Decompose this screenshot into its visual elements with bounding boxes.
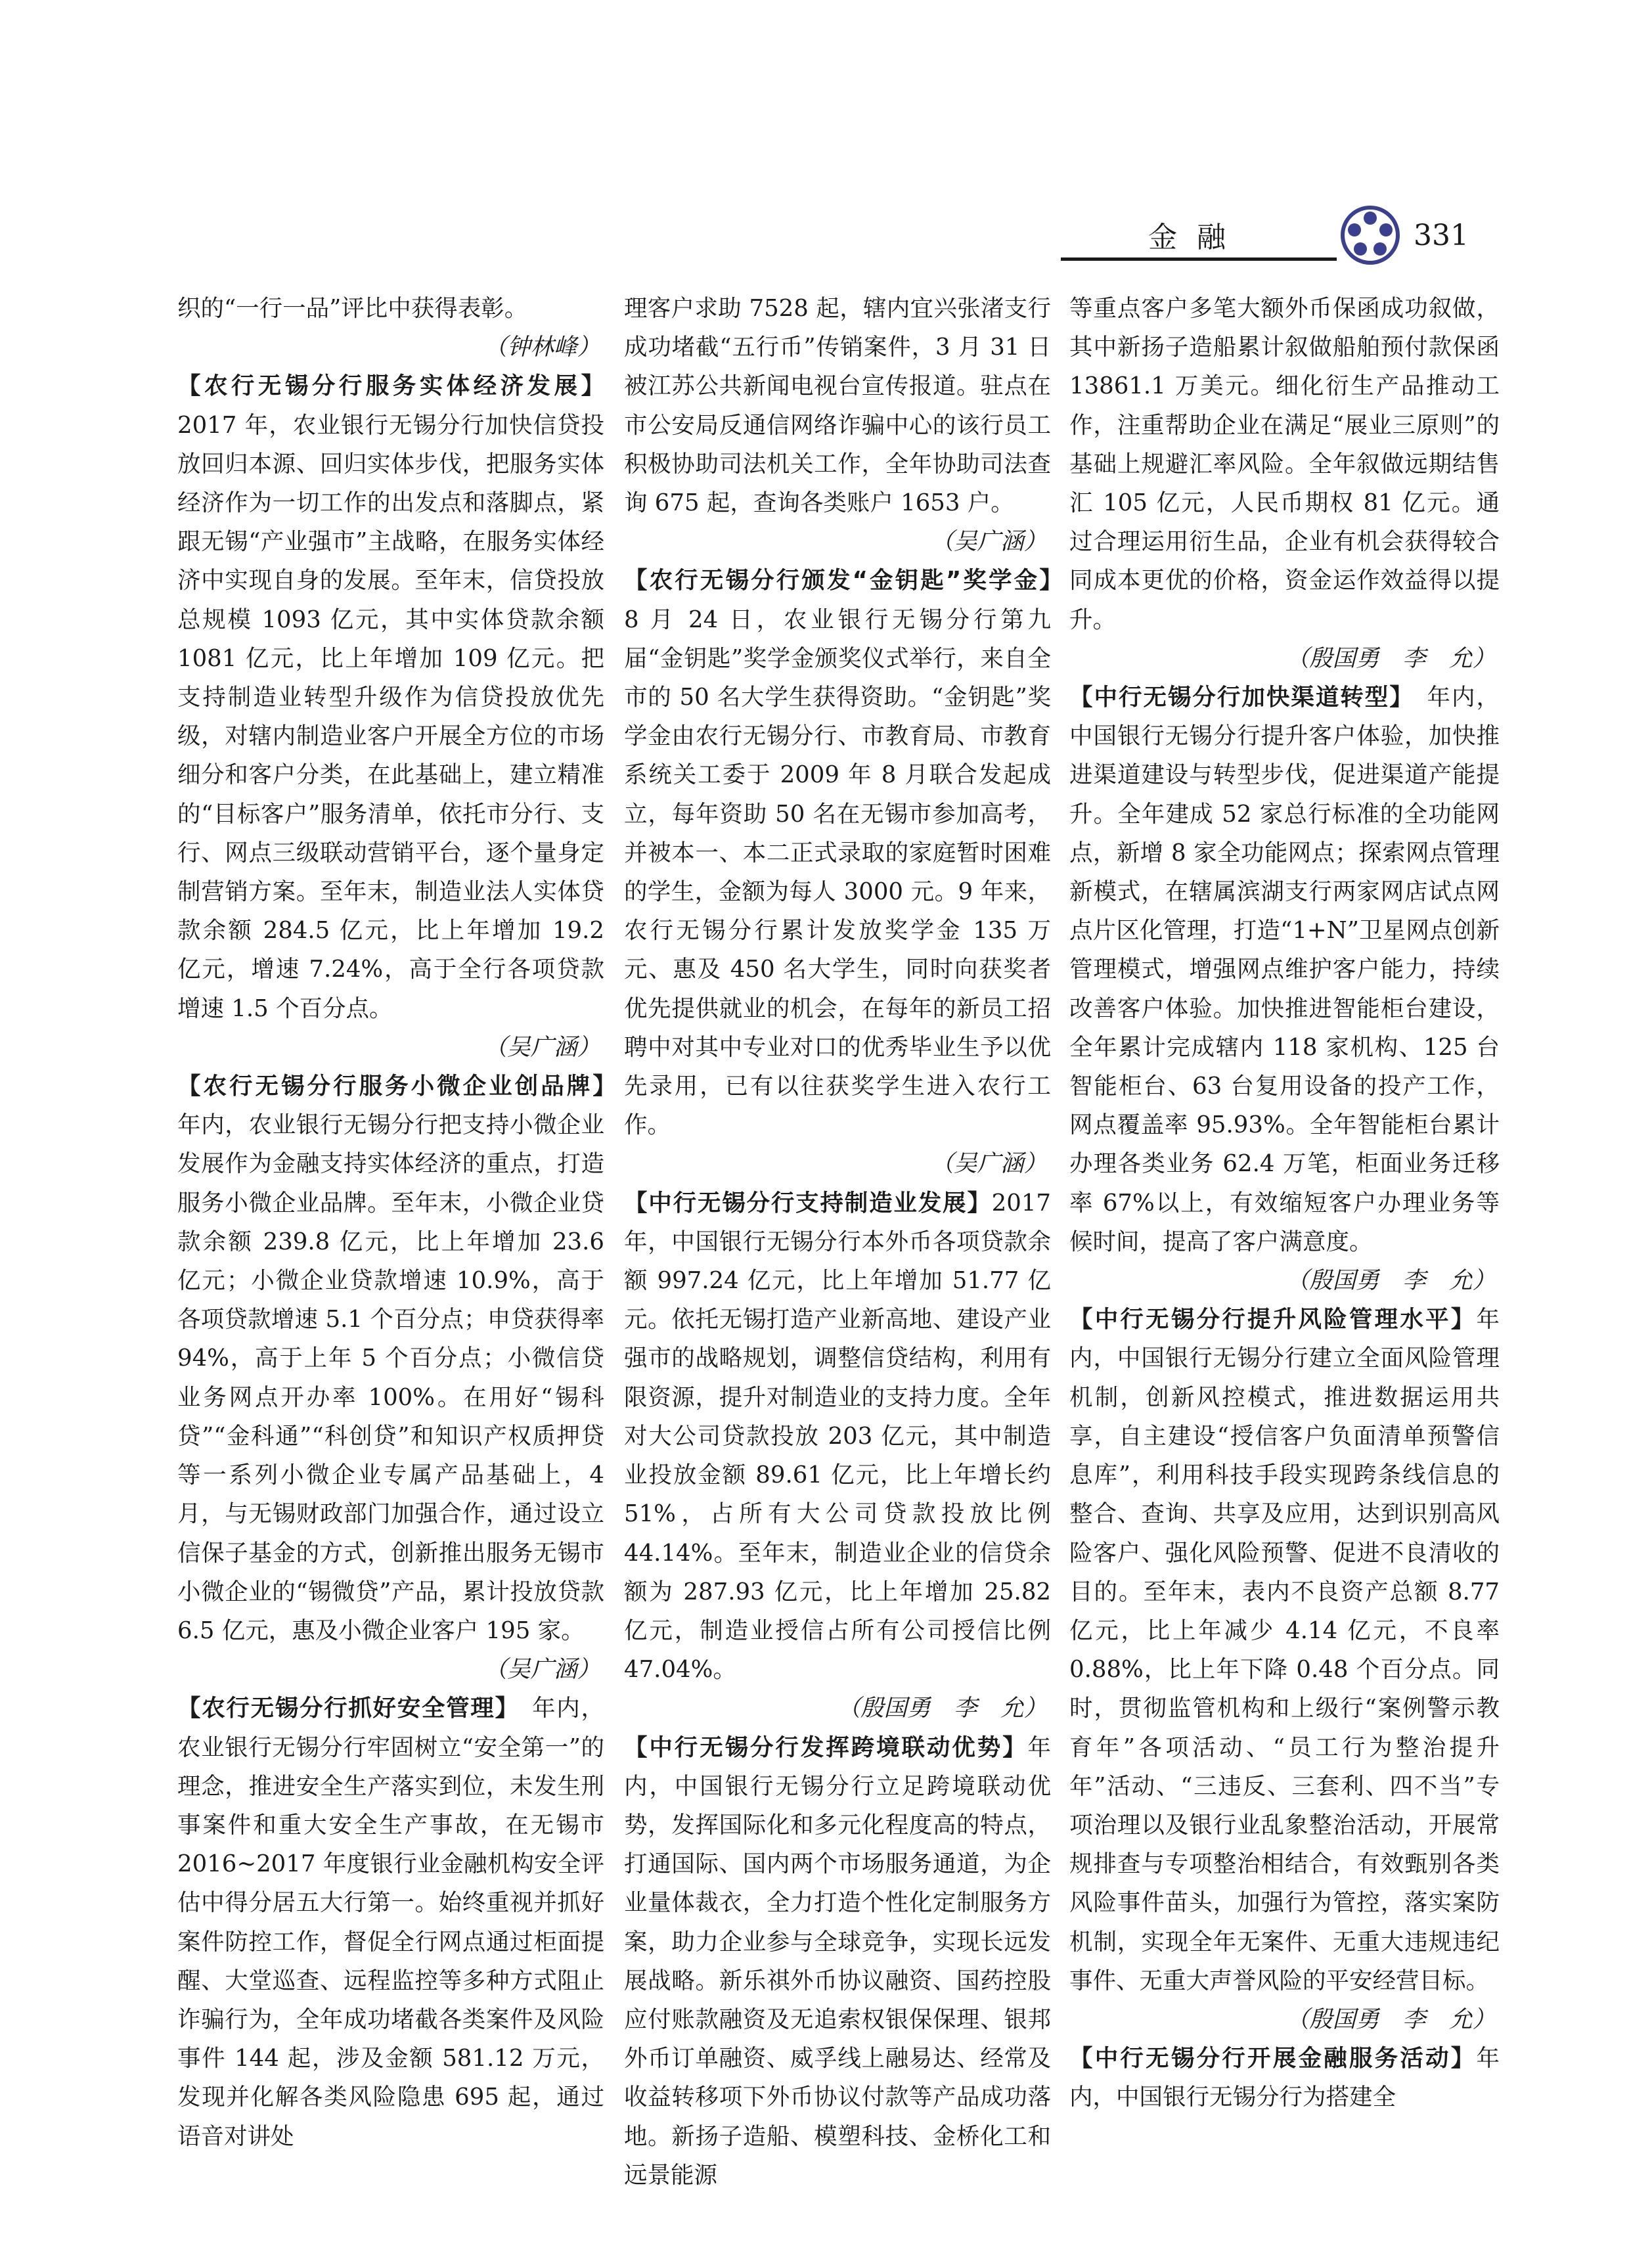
text-column-3: [1069, 289, 1500, 2233]
paragraph: 理客户求助 7528 起，辖内宜兴张渚支行成功堵截“五行币”传销案件，3 月 31 日被江苏公共新闻电视台宣传报道。驻点在市公安局反通信网络诈骗中心的该行员工积极协助司法机关工作，全年协助司法查询 675 起，查询各类账户 1653 户。: [624, 295, 1051, 517]
byline: （吴广涵）: [930, 1150, 1047, 1178]
byline: （殷国勇 李 允）: [1285, 1267, 1496, 1295]
byline: （吴广涵）: [930, 528, 1047, 556]
article-heading: 【农行无锡分行颁发“金钥匙”奖学金】: [624, 567, 1051, 594]
paragraph: 年内，中国银行无锡分行为搭建全: [1069, 2045, 1500, 2111]
page-number: 331: [1414, 219, 1469, 252]
text-column-1: [177, 289, 604, 2233]
article-heading: 【中行无锡分行支持制造业发展】: [624, 1189, 992, 1217]
paragraph: 年内，中国银行无锡分行立足跨境联动优势，发挥国际化和多元化程度高的特点，打通国际、国内两个市场服务通道，为企业量体裁衣，全力打造个性化定制服务方案，助力企业参与全球竞争，实现长远发展战略。新乐祺外币协议融资、国药控股应付账款融资及无追索权银保保理、银邦外币订单融资、威孚线上融易达、经常及收益转移项下外币协议付款等产品成功落地。新扬子造船、模塑科技、金桥化工和远景能源: [624, 1733, 1051, 2189]
section-title: 金融: [1148, 221, 1245, 254]
article: [1069, 1300, 1500, 2000]
article-heading: 【中行无锡分行发挥跨境联动优势】: [624, 1733, 1028, 1761]
byline: （殷国勇 李 允）: [1285, 644, 1496, 672]
paragraph: 织的“一行一品”评比中获得表彰。: [177, 295, 528, 322]
bank-society-emblem-icon: [1340, 205, 1400, 265]
paragraph: 2017 年，农业银行无锡分行加快信贷投放回归本源、回归实体步伐，把服务实体经济作为一切工作的出发点和落脚点，紧跟无锡“产业强市”主战略，在服务实体经济中实现自身的发展。至年末，信贷投放总规模 1093 亿元，其中实体贷款余额 1081 亿元，比上年增加 109 亿元。把支持制造业转型升级作为信贷投放优先级，对辖内制造业客户开展全方位的市场细分和客户分类，在此基础上，建立精准的“目标客户”服务清单，依托市分行、支行、网点三级联动营销平台，逐个量身定制营销方案。至年末，制造业法人实体贷款余额 284.5 亿元，比上年增加 19.2 亿元，增速 7.24%，高于全行各项贷款增速 1.5 个百分点。: [177, 411, 604, 1022]
article: [177, 1067, 604, 1650]
paragraph: 8 月 24 日，农业银行无锡分行第九届“金钥匙”奖学金颁奖仪式举行，来自全市的 50 名大学生获得资助。“金钥匙”奖学金由农行无锡分行、市教育局、市教育系统关工委于 2009 年 8 月联合发起成立，每年资助 50 名在无锡市参加高考，并被本一、本二正式录取的家庭暂时困难的学生，金额为每人 3000 元。9 年来，农行无锡分行累计发放奖学金 135 万元、惠及 450 名大学生，同时向获奖者优先提供就业的机会，在每年的新员工招聘中对其中专业对口的优秀毕业生予以优先录用，已有以往获奖学生进入农行工作。: [624, 606, 1051, 1139]
byline: （殷国勇 李 允）: [837, 1695, 1047, 1722]
article-heading: 【中行无锡分行开展金融服务活动】: [1069, 2045, 1477, 2072]
paragraph: 年内，农业银行无锡分行把支持小微企业发展作为金融支持实体经济的重点，打造服务小微企业品牌。至年末，小微企业贷款余额 239.8 亿元，比上年增加 23.6 亿元；小微企业贷款增速 10.9%，高于各项贷款增速 5.1 个百分点；申贷获得率 94%，高于上年 5 个百分点；小微信贷业务网点开办率 100%。在用好“锡科贷”“金科通”“科创贷”和知识产权质押贷等一系列小微企业专属产品基础上，4 月，与无锡财政部门加强合作，通过设立信保子基金的方式，创新推出服务无锡市小微企业的“锡微贷”产品，累计投放贷款 6.5 亿元，惠及小微企业客户 195 家。: [177, 1111, 604, 1644]
article: [624, 1184, 1051, 1689]
byline: （吴广涵）: [483, 1033, 600, 1061]
article-heading: 【中行无锡分行提升风险管理水平】: [1069, 1306, 1477, 1333]
article: [1069, 2039, 1500, 2116]
paragraph: 年内，中国银行无锡分行建立全面风险管理机制，创新风控模式，推进数据运用共享，自主建设“授信客户负面清单预警信息库”，利用科技手段实现跨条线信息的整合、查询、共享及应用，达到识别高风险客户、强化风险预警、促进不良清收的目的。至年末，表内不良资产总额 8.77 亿元，比上年减少 4.14 亿元，不良率 0.88%，比上年下降 0.48 个百分点。同时，贯彻监管机构和上级行“案例警示教育年”各项活动、“员工行为整治提升年”活动、“三违反、三套利、四不当”专项治理以及银行业乱象整治活动，开展常规排查与专项整治相结合，有效甄别各类风险事件苗头，加强行为管控，落实案防机制，实现全年无案件、无重大违规违纪事件、无重大声誉风险的平安经营目标。: [1069, 1306, 1500, 1994]
byline: （钟林峰）: [483, 334, 600, 361]
byline: （吴广涵）: [483, 1656, 600, 1684]
header-rule: [1061, 257, 1337, 261]
text-column-2: [624, 289, 1051, 2233]
article: [624, 1728, 1051, 2195]
article: [624, 561, 1051, 1144]
paragraph: 等重点客户多笔大额外币保函成功叙做，其中新扬子造船累计叙做船舶预付款保函 13861.1 万美元。细化衍生产品推动工作，注重帮助企业在满足“展业三原则”的基础上规避汇率风险。全年叙做远期结售汇 105 亿元，人民币期权 81 亿元。通过合理运用衍生品，企业有机会获得较合同成本更优的价格，资金运作效益得以提升。: [1069, 295, 1500, 633]
running-header: [0, 0, 1652, 276]
article: [177, 1689, 604, 2155]
article-heading: 【中行无锡分行加快渠道转型】: [1069, 684, 1403, 711]
paragraph: 2017 年，中国银行无锡分行本外币各项贷款余额 997.24 亿元，比上年增加 51.77 亿元。依托无锡打造产业新高地、建设产业强市的战略规划，调整信贷结构，利用有限资源，提升对制造业的支持力度。全年对大公司贷款投放 203 亿元，其中制造业投放金额 89.61 亿元，比上年增长约 51%，占所有大公司贷款投放比例 44.14%。至年末，制造业企业的信贷余额为 287.93 亿元，比上年增加 25.82 亿元，制造业授信占所有公司授信比例 47.04%。: [624, 1189, 1051, 1684]
article-heading: 【农行无锡分行服务小微企业创品牌】: [177, 1073, 604, 1100]
article-heading: 【农行无锡分行服务实体经济发展】: [177, 372, 604, 400]
byline: （殷国勇 李 允）: [1285, 2005, 1496, 2033]
article: [1069, 678, 1500, 1261]
article: [177, 367, 604, 1027]
article-heading: 【农行无锡分行抓好安全管理】: [177, 1695, 508, 1722]
paragraph: 年内，农业银行无锡分行牢固树立“安全第一”的理念，推进安全生产落实到位，未发生刑事案件和重大安全生产事故，在无锡市 2016~2017 年度银行业金融机构安全评估中得分居五大行第一。始终重视并抓好案件防控工作，督促全行网点通过柜面提醒、大堂巡查、远程监控等多种方式阻止诈骗行为，全年成功堵截各类案件及风险事件 144 起，涉及金额 581.12 万元，发现并化解各类风险隐患 695 起，通过语音对讲处: [177, 1695, 604, 2150]
paragraph: 年内，中国银行无锡分行提升客户体验，加快推进渠道建设与转型步伐，促进渠道产能提升。全年建成 52 家总行标准的全功能网点，新增 8 家全功能网点；探索网点管理新模式，在辖属滨湖支行两家网店试点网点片区化管理，打造“1+N”卫星网点创新管理模式，增强网点维护客户能力，持续改善客户体验。加快推进智能柜台建设，全年累计完成辖内 118 家机构、125 台智能柜台、63 台复用设备的投产工作，网点覆盖率 95.93%。全年智能柜台累计办理各类业务 62.4 万笔，柜面业务迁移率 67%以上，有效缩短客户办理业务等候时间，提高了客户满意度。: [1069, 684, 1500, 1255]
